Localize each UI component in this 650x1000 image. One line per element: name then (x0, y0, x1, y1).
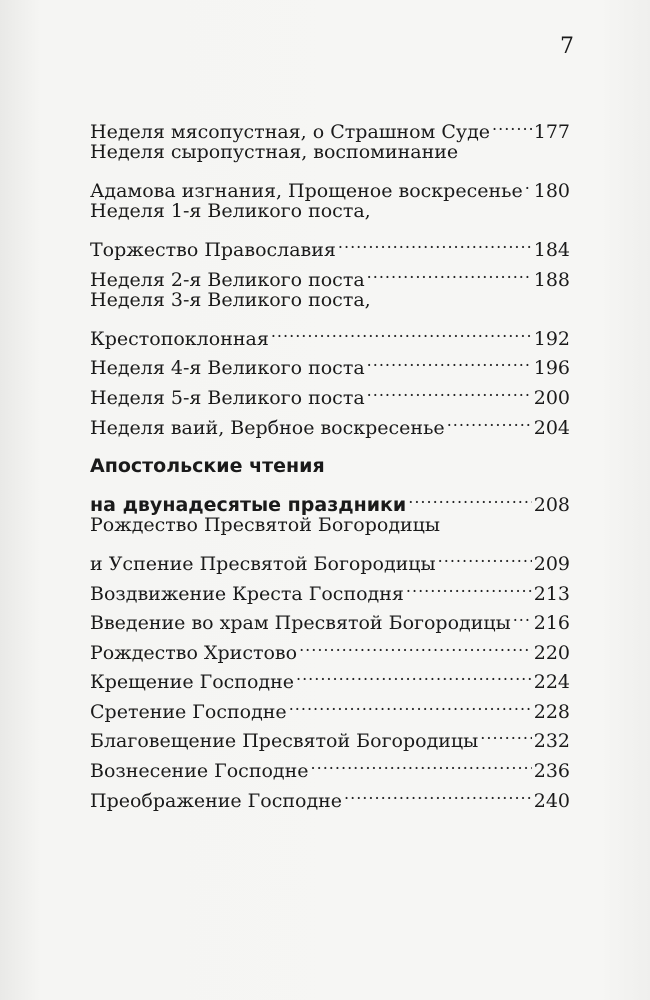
toc-entry-title: Неделя 5-я Великого поста (90, 386, 365, 409)
toc-entry-title: и Успение Пресвятой Богородицы (90, 552, 436, 575)
toc-entry-title: Введение во храм Пресвятой Богородицы (90, 612, 511, 635)
leader-dots (492, 108, 532, 138)
toc-entry-title: Неделя 4-я Великого поста (90, 357, 365, 380)
section-heading-line1: Апостольские чтения (90, 454, 325, 477)
toc-entry (90, 167, 570, 202)
toc-entry-page: 216 (533, 612, 570, 635)
toc-entry-page: 236 (533, 760, 570, 783)
toc-entry-page: 204 (533, 416, 570, 439)
toc-entry-title: Торжество Православия (90, 238, 336, 261)
leader-dots (447, 404, 532, 434)
leader-dots (438, 540, 532, 570)
toc-entry-title: Сретение Господне (90, 700, 287, 723)
leader-dots (513, 600, 532, 630)
toc-entry (90, 511, 570, 541)
toc-entry-title: Рождество Христово (90, 641, 298, 664)
toc-entry (90, 226, 570, 261)
toc-entry (90, 108, 570, 143)
leader-dots (367, 345, 532, 375)
toc-entry-page: 177 (533, 120, 570, 143)
toc-entry (90, 540, 570, 575)
toc-entry-title: Вознесение Господне (90, 760, 309, 783)
toc-entry-page: 188 (533, 268, 570, 291)
section-heading-line2 (90, 481, 570, 516)
toc-part2 (90, 511, 570, 812)
leader-dots (480, 718, 531, 748)
leader-dots (408, 481, 531, 511)
toc-entry-title: Благовещение Пресвятой Богородицы (90, 730, 479, 753)
section-heading-page: 208 (533, 493, 570, 516)
toc-entry-page: 213 (533, 582, 570, 605)
toc-entry-title: Крестопоклонная (90, 327, 269, 350)
leader-dots (367, 256, 532, 286)
page-number: 7 (560, 34, 574, 59)
toc-entry-page: 240 (533, 789, 570, 812)
toc-entry-page: 196 (533, 357, 570, 380)
section-heading-text: на двунадесятые праздники (90, 493, 407, 516)
toc-entry (90, 138, 570, 168)
toc-entry-title: Рождество Пресвятой Богородицы (90, 513, 441, 536)
leader-dots (367, 374, 532, 404)
leader-dots (289, 688, 532, 718)
toc-entry-page: 228 (533, 700, 570, 723)
toc-entry-title: Преображение Господне (90, 789, 343, 812)
toc-entry-page: 232 (533, 730, 570, 753)
toc-entry-title: Крещение Господне (90, 671, 294, 694)
leader-dots (338, 226, 532, 256)
leader-dots (271, 315, 532, 345)
toc-entry-page: 184 (533, 238, 570, 261)
toc-entry-page: 224 (533, 671, 570, 694)
toc-entry-title: Неделя мясопустная, о Страшном Суде (90, 120, 491, 143)
toc-entry (90, 315, 570, 350)
toc-entry-page: 192 (533, 327, 570, 350)
leader-dots (406, 570, 532, 600)
toc-part1 (90, 108, 570, 439)
toc-entry-title: Неделя ваий, Вербное воскресенье (90, 416, 445, 439)
toc-entry-page: 180 (533, 179, 570, 202)
toc-entry-page: 220 (533, 641, 570, 664)
table-of-contents (90, 108, 570, 812)
toc-entry-title: Воздвижение Креста Господня (90, 582, 404, 605)
leader-dots (344, 777, 532, 807)
toc-entry-title: Адамова изгнания, Прощеное воскресенье (90, 179, 523, 202)
leader-dots (299, 629, 532, 659)
leader-dots (311, 747, 532, 777)
toc-entry (90, 286, 570, 316)
toc-entry-title: Неделя 2-я Великого поста (90, 268, 365, 291)
toc-entry-title: Неделя сыропустная, воспоминание (90, 140, 459, 163)
toc-entry-title: Неделя 3-я Великого поста, (90, 288, 371, 311)
toc-entry-title: Неделя 1-я Великого поста, (90, 199, 371, 222)
leader-dots (296, 659, 532, 689)
leader-dots (525, 167, 532, 197)
toc-entry-page: 200 (533, 386, 570, 409)
toc-entry-page: 209 (533, 552, 570, 575)
